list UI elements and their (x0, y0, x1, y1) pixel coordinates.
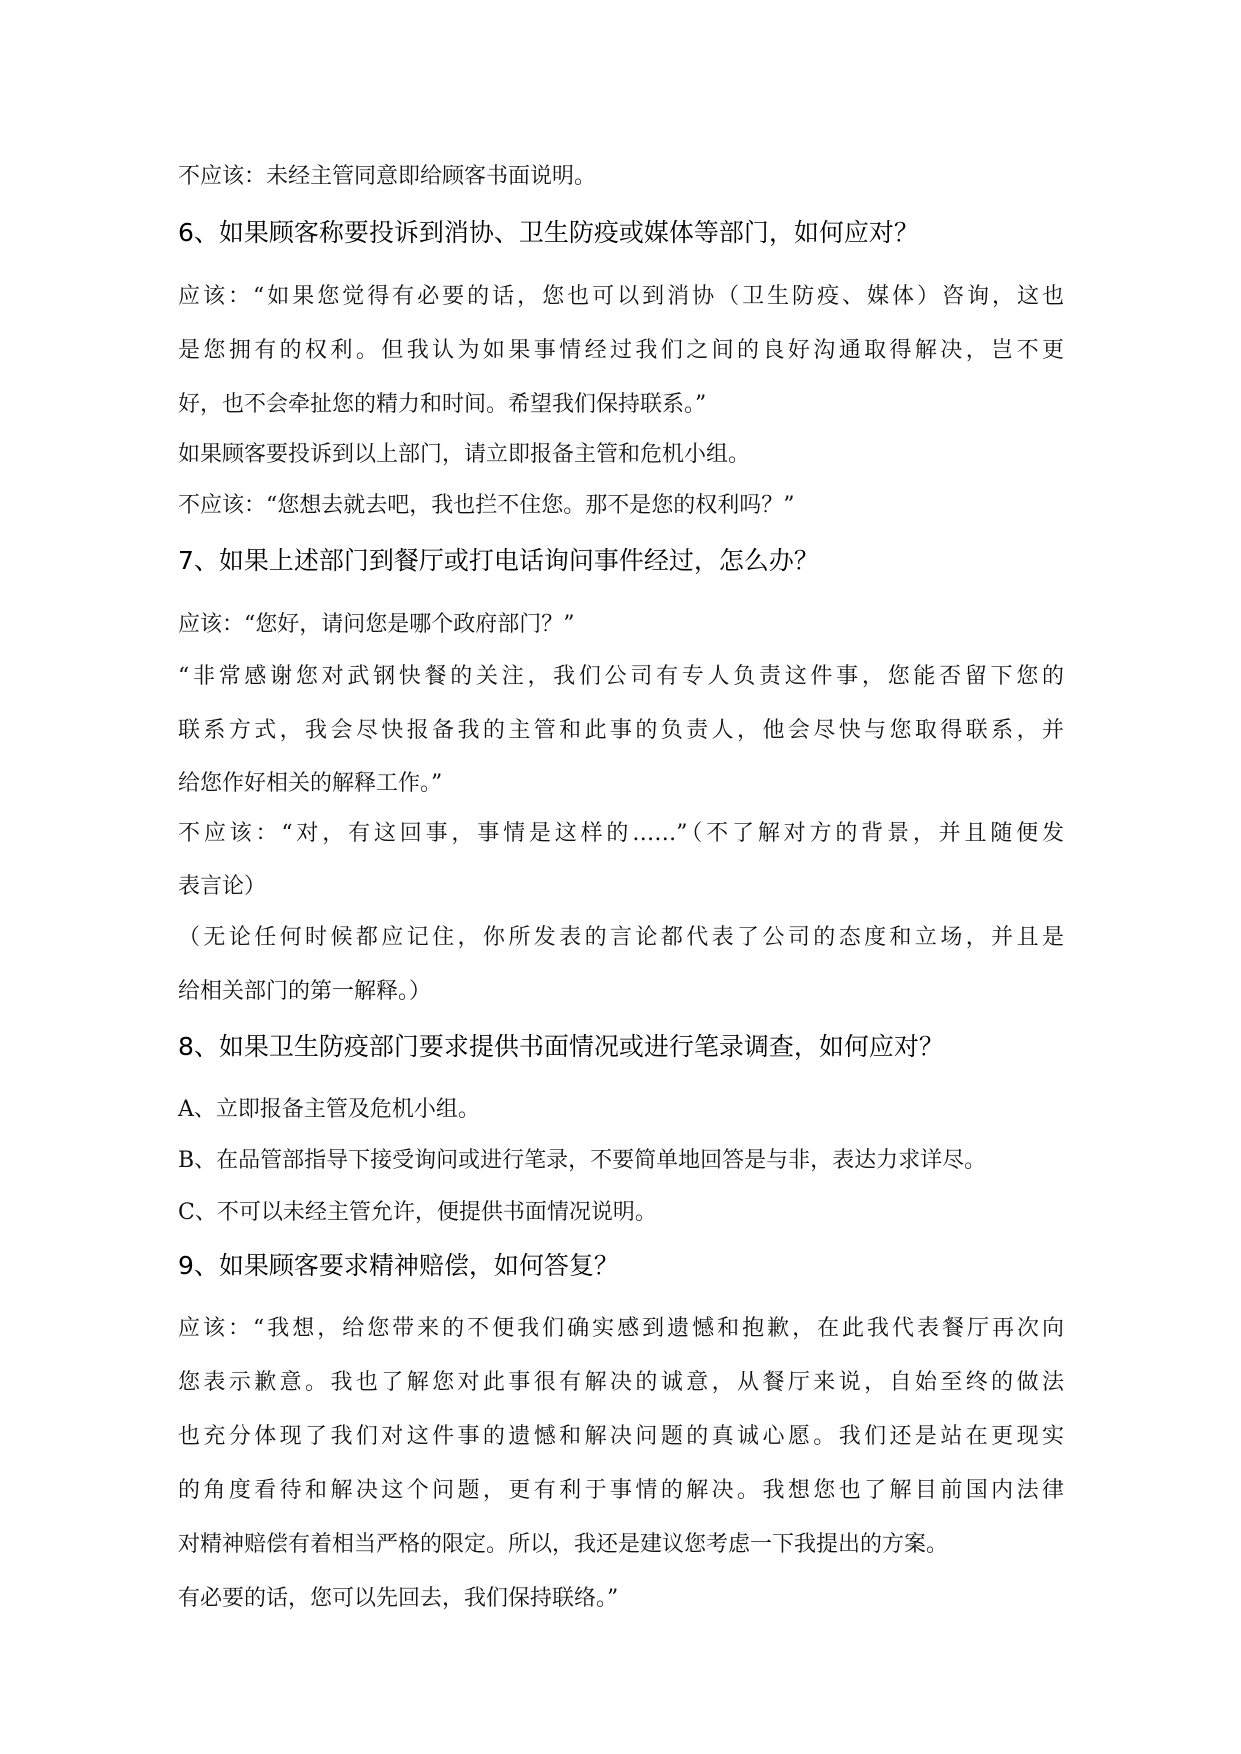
q6-note: 如果顾客要投诉到以上部门，请立即报备主管和危机小组。 (178, 442, 751, 467)
q8-heading: 8、如果卫生防疫部门要求提供书面情况或进行笔录调查，如何应对？ (178, 1032, 944, 1061)
q9-answer-line: 有必要的话，您可以先回去，我们保持联络。” (178, 1586, 619, 1611)
q7-answer-line: 联系方式，我会尽快报备我的主管和此事的负责人，他会尽快与您取得联系，并 (178, 718, 1064, 743)
q6-answer-line: 是您拥有的权利。但我认为如果事情经过我们之间的良好沟通取得解决，岂不更 (178, 338, 1064, 363)
q7-heading: 7、如果上述部门到餐厅或打电话询问事件经过，怎么办？ (178, 546, 819, 575)
q7-remark-line: （无论任何时候都应记住，你所发表的言论都代表了公司的态度和立场，并且是 (178, 925, 1064, 950)
q7-should-not-line: 不应该：“对，有这回事，事情是这样的……”（不了解对方的背景，并且随便发 (178, 821, 1064, 846)
q9-answer-line: 的角度看待和解决这个问题，更有利于事情的解决。我想您也了解目前国内法律 (178, 1478, 1064, 1503)
q8-item-a: A、立即报备主管及危机小组。 (178, 1097, 480, 1122)
q6-answer-line: 应该：“如果您觉得有必要的话，您也可以到消协（卫生防疫、媒体）咨询，这也 (178, 284, 1064, 309)
q8-item-c: C、不可以未经主管允许，便提供书面情况说明。 (178, 1200, 657, 1225)
q9-heading: 9、如果顾客要求精神赔偿，如何答复？ (178, 1251, 619, 1280)
q7-answer-line: “非常感谢您对武钢快餐的关注，我们公司有专人负责这件事，您能否留下您的 (178, 664, 1064, 689)
q9-answer-line: 您表示歉意。我也了解您对此事很有解决的诚意，从餐厅来说，自始至终的做法 (178, 1370, 1064, 1395)
q9-answer-line: 应该：“我想，给您带来的不便我们确实感到遗憾和抱歉，在此我代表餐厅再次向 (178, 1316, 1064, 1341)
q9-answer-line: 对精神赔偿有着相当严格的限定。所以，我还是建议您考虑一下我提出的方案。 (178, 1532, 949, 1557)
q9-answer-line: 也充分体现了我们对这件事的遗憾和解决问题的真诚心愿。我们还是站在更现实 (178, 1424, 1064, 1449)
q7-should-not-line: 表言论） (178, 874, 267, 899)
q6-should-not: 不应该：“您想去就去吧，我也拦不住您。那不是您的权利吗？” (178, 493, 795, 518)
intro-line: 不应该：未经主管同意即给顾客书面说明。 (178, 164, 597, 189)
q7-answer-line: 给您作好相关的解释工作。” (178, 771, 443, 796)
q8-item-b: B、在品管部指导下接受询问或进行笔录，不要简单地回答是与非，表达力求详尽。 (178, 1148, 987, 1173)
q7-remark-line: 给相关部门的第一解释。） (178, 979, 432, 1004)
q7-answer: 应该：“您好，请问您是哪个政府部门？” (178, 612, 575, 637)
q6-answer-line: 好，也不会牵扯您的精力和时间。希望我们保持联系。” (178, 392, 707, 417)
q6-heading: 6、如果顾客称要投诉到消协、卫生防疫或媒体等部门，如何应对？ (178, 218, 919, 247)
